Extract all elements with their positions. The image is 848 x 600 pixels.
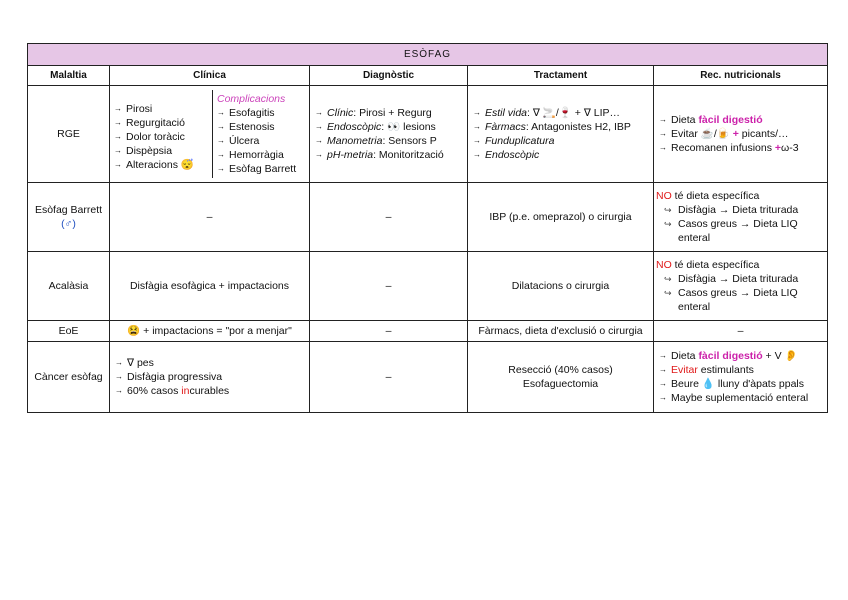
list-item: → Úlcera [217,134,296,148]
disease-name-cancer: Càncer esòfag [28,342,110,413]
list-item: ↪ Disfàgia → Dieta triturada [664,203,825,217]
clinica-rge [110,86,310,183]
nutri-cancer [654,342,828,413]
tractament-rge [468,86,654,183]
list-item: → ∇ pes [115,356,304,370]
list-item [659,363,822,377]
header-tractament: Tractament [468,66,654,86]
list-item: → Estenosis [217,120,296,134]
table-row-cancer [28,342,828,413]
table-row-barrett [28,183,828,252]
tractament-acalasia: Dilatacions o cirurgia [468,252,654,321]
diag-text: : Pirosi + Regurg [353,107,432,119]
list-item: ↪ Casos greus → Dieta LIQ enteral [664,286,825,314]
nutri-list-barrett [664,203,825,245]
list-item [659,141,822,155]
diagnostic-acalasia: – [310,252,468,321]
nutri-text: té dieta específica [671,190,760,202]
clinica-barrett: – [110,183,310,252]
diag-label: Clínic [327,107,354,119]
trac-label: Funduplicatura [485,135,555,147]
header-row [28,66,828,86]
list-item: → Disfàgia progressiva [115,370,304,384]
diag-text: : Sensors P [382,135,437,147]
clinica-list-rge [114,102,212,172]
nutri-text: Dieta [671,350,699,362]
nutri-text: + V 👂 [762,350,798,362]
nutri-text: picants/… [738,128,789,140]
tractament-barrett: IBP (p.e. omeprazol) o cirurgia [468,183,654,252]
diagnostic-eoe: – [310,321,468,342]
complicacions-title: Complicacions [217,93,286,105]
list-item: → Dispèpsia [114,144,212,158]
nutri-text: ω-3 [781,142,799,154]
disease-name-acalasia: Acalàsia [28,252,110,321]
table-row-acalasia [28,252,828,321]
list-item: → Esofagitis [217,106,296,120]
nutri-list-cancer [659,349,822,405]
clinica-acalasia: Disfàgia esofàgica + impactacions [110,252,310,321]
clinica-eoe: 😫 + impactacions = "por a menjar" [110,321,310,342]
list-item: → Regurgitació [114,116,212,130]
header-rec-nutricionals: Rec. nutricionals [654,66,828,86]
list-item [473,134,648,148]
list-item [315,106,462,120]
trac-text: : Antagonistes H2, IBP [525,121,631,133]
clinica-text: curables [189,385,230,397]
diagnostic-rge [310,86,468,183]
nutri-highlight: fàcil digestió [698,350,763,362]
nutri-text: Evitar ☕/🍺 [671,128,733,140]
diagnostic-list-rge [315,106,462,162]
plus-sign: + [732,128,739,140]
trac-text: : ∇ 🚬/🍷 + ∇ LIP… [527,107,621,119]
list-item: → Pirosi [114,102,212,116]
list-item [659,127,822,141]
table-row-rge [28,86,828,183]
trac-label: Fàrmacs [485,121,526,133]
table-title: ESÒFAG [28,44,828,66]
nutri-list-acalasia [664,272,825,314]
list-item: ↪ Casos greus → Dieta LIQ enteral [664,217,825,245]
table-row-eoe [28,321,828,342]
diag-label: Manometria [327,135,383,147]
no-label: NO [656,190,672,202]
tractament-eoe: Fàrmacs, dieta d'exclusió o cirurgia [468,321,654,342]
nutri-rge [654,86,828,183]
list-item [315,134,462,148]
disease-name-text: Esòfag Barrett [34,204,103,216]
trac-label: Endoscòpic [485,149,540,161]
nutri-head [656,189,825,203]
evitar-highlight: Evitar [671,364,698,376]
list-item [473,120,648,134]
diag-label: pH-metria [327,149,374,161]
trac-label: Estil vida [485,107,528,119]
tractament-list-rge [473,106,648,162]
list-item: → Beure 💧 lluny d'àpats ppals [659,377,822,391]
list-item [659,349,822,363]
trac-line: Esofaguectomia [522,378,599,390]
diag-text: : 👀 lesions [381,121,436,133]
diag-label: Endoscòpic [327,121,382,133]
nutri-barrett [654,183,828,252]
list-item [115,384,304,398]
diagnostic-cancer: – [310,342,468,413]
nutri-text: Dieta [671,114,699,126]
trac-line: Resecció (40% casos) [508,364,613,376]
clinica-cancer [110,342,310,413]
list-item [659,113,822,127]
male-symbol: (♂) [61,218,76,230]
tractament-cancer [468,342,654,413]
list-item: → Hemorràgia [217,148,296,162]
in-highlight: in [181,385,190,397]
no-label: NO [656,259,672,271]
clinica-text: 60% casos [127,385,182,397]
nutri-acalasia [654,252,828,321]
disease-name-eoe: EoE [28,321,110,342]
diag-text: : Monitorització [373,149,444,161]
header-clinica: Clínica [110,66,310,86]
clinica-list-cancer [115,356,304,398]
nutri-list-rge [659,113,822,155]
nutri-text: té dieta específica [671,259,760,271]
disease-name-barrett [28,183,110,252]
list-item: → Dolor toràcic [114,130,212,144]
diagnostic-barrett: – [310,183,468,252]
list-item: ↪ Disfàgia → Dieta triturada [664,272,825,286]
list-item: → Alteracions 😴 [114,158,212,172]
list-item [473,148,648,162]
list-item: → Esòfag Barrett [217,162,296,176]
complicacions-list [217,106,296,176]
disease-name-rge: RGE [28,86,110,183]
nutri-eoe: – [654,321,828,342]
list-item [315,148,462,162]
esofag-table [27,43,828,413]
plus-sign: + [774,142,782,154]
list-item [473,106,648,120]
nutri-highlight: fàcil digestió [698,114,763,126]
header-diagnostic: Diagnòstic [310,66,468,86]
nutri-head [656,258,825,272]
list-item [315,120,462,134]
nutri-text: estimulants [697,364,754,376]
list-item: → Maybe suplementació enteral [659,391,822,405]
nutri-text: Recomanen infusions [671,142,775,154]
header-malaltia: Malaltia [28,66,110,86]
